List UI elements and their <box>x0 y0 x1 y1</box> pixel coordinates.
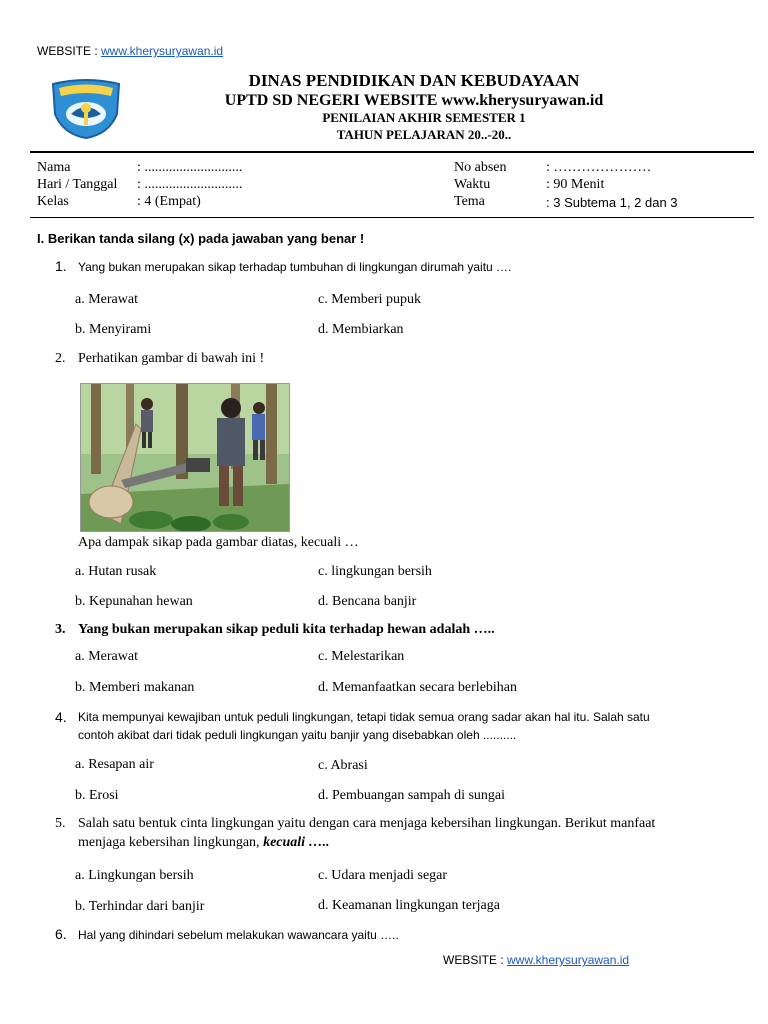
q2-option-c[interactable]: c. lingkungan bersih <box>318 564 432 579</box>
q4-number: 4. <box>55 709 67 725</box>
q1-option-c[interactable]: c. Memberi pupuk <box>318 292 422 307</box>
header-exam: PENILAIAN AKHIR SEMESTER 1 <box>322 110 526 125</box>
q5-emphasis: kecuali ….. <box>263 835 330 850</box>
q3-option-b[interactable]: b. Memberi makanan <box>75 680 195 695</box>
q4-text-line2: contoh akibat dari tidak peduli lingkungan yaitu banjir yang disebabkan oleh .......... <box>78 728 517 742</box>
q4-option-c[interactable]: c. Abrasi <box>318 758 368 773</box>
waktu-label: Waktu <box>454 177 491 192</box>
website-link[interactable]: www.kherysuryawan.id <box>101 44 224 58</box>
q3-option-a[interactable]: a. Merawat <box>75 649 138 664</box>
q2-option-a[interactable]: a. Hutan rusak <box>75 564 157 579</box>
q4-option-a[interactable]: a. Resapan air <box>75 757 154 772</box>
q2-prompt: Apa dampak sikap pada gambar diatas, kecuali … <box>78 535 359 550</box>
hari-field[interactable]: : ............................ <box>137 177 243 192</box>
tema-label: Tema <box>454 194 485 209</box>
q5-number: 5. <box>55 816 66 831</box>
q5-option-b[interactable]: b. Terhindar dari banjir <box>75 899 205 914</box>
q2-option-d[interactable]: d. Bencana banjir <box>318 594 417 609</box>
website-footer <box>443 953 629 967</box>
header-agency: DINAS PENDIDIKAN DAN KEBUDAYAAN <box>248 71 580 90</box>
q4-text-line1: Kita mempunyai kewajiban untuk peduli lingkungan, tetapi tidak semua orang sadar akan hal itu. Salah satu <box>78 710 650 724</box>
kelas-label: Kelas <box>37 194 69 209</box>
q1-option-b[interactable]: b. Menyirami <box>75 322 152 337</box>
q5-option-a[interactable]: a. Lingkungan bersih <box>75 868 194 883</box>
header-divider <box>30 151 754 153</box>
header-year: TAHUN PELAJARAN 20..-20.. <box>336 127 512 142</box>
q5-text-line2 <box>78 835 330 851</box>
absen-label: No absen <box>454 160 507 175</box>
nama-label: Nama <box>37 160 71 175</box>
q5-text-line1: Salah satu bentuk cinta lingkungan yaitu dengan cara menjaga kebersihan lingkungan. Berikut manfaat <box>78 816 656 831</box>
q2-number: 2. <box>55 351 66 366</box>
q4-option-b[interactable]: b. Erosi <box>75 788 119 803</box>
q1-option-d[interactable]: d. Membiarkan <box>318 322 404 337</box>
q1-text: Yang bukan merupakan sikap terhadap tumbuhan di lingkungan dirumah yaitu …. <box>78 260 512 274</box>
q4-option-d[interactable]: d. Pembuangan sampah di sungai <box>318 788 506 803</box>
q2-text: Perhatikan gambar di bawah ini ! <box>78 351 265 366</box>
tema-value: : 3 Subtema 1, 2 dan 3 <box>546 195 678 210</box>
q3-option-d[interactable]: d. Memanfaatkan secara berlebihan <box>318 680 518 695</box>
q3-option-c[interactable]: c. Melestarikan <box>318 649 405 664</box>
q5-option-d[interactable]: d. Keamanan lingkungan terjaga <box>318 898 500 913</box>
q5-option-c[interactable]: c. Udara menjadi segar <box>318 868 448 883</box>
website-footer-link[interactable]: www.kherysuryawan.id <box>507 953 630 967</box>
info-divider <box>30 217 754 218</box>
q1-number: 1. <box>55 258 67 274</box>
website-header <box>37 44 223 58</box>
absen-field[interactable]: : ………………… <box>546 160 652 175</box>
website-footer-label: WEBSITE : <box>443 953 508 967</box>
q1-option-a[interactable]: a. Merawat <box>75 292 138 307</box>
header-school: UPTD SD NEGERI WEBSITE www.kherysuryawan.id <box>224 92 604 109</box>
q3-text: Yang bukan merupakan sikap peduli kita terhadap hewan adalah ….. <box>78 622 495 637</box>
q6-number: 6. <box>55 926 67 942</box>
website-label: WEBSITE : <box>37 44 102 58</box>
q5-text-line2-main: menjaga kebersihan lingkungan, <box>78 835 264 850</box>
nama-field[interactable]: : ............................ <box>137 160 243 175</box>
logging-illustration <box>80 383 290 532</box>
q2-option-b[interactable]: b. Kepunahan hewan <box>75 594 193 609</box>
waktu-value: : 90 Menit <box>546 177 605 192</box>
q6-text: Hal yang dihindari sebelum melakukan wawancara yaitu ….. <box>78 928 399 942</box>
hari-label: Hari / Tanggal <box>37 177 118 192</box>
kelas-value: : 4 (Empat) <box>137 194 201 209</box>
section-instruction: I. Berikan tanda silang (x) pada jawaban yang benar ! <box>37 231 365 246</box>
q3-number: 3. <box>55 622 66 637</box>
